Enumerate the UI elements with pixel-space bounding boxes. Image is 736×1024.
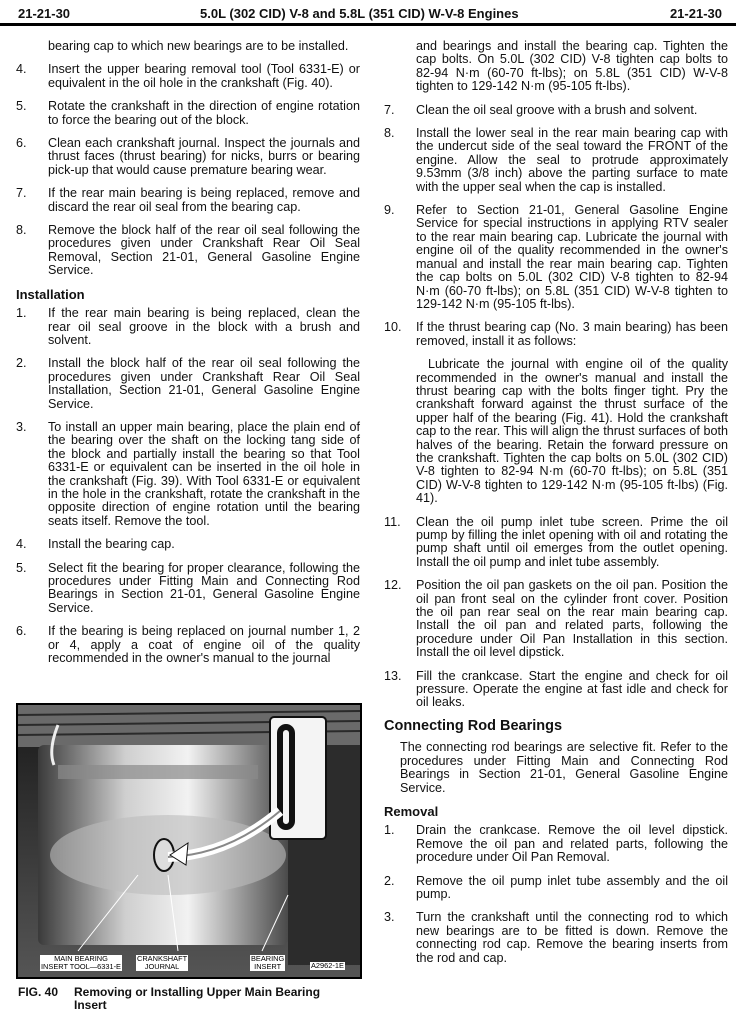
item-number: 1. [16, 306, 27, 321]
item-number: 3. [384, 910, 395, 925]
list-item [16, 187, 360, 214]
figure-code: A2962-1E [311, 961, 344, 970]
item-text: Install the bearing cap. [48, 537, 175, 552]
list-item [384, 875, 728, 902]
label-crankshaft: CRANKSHAFT [137, 954, 188, 963]
item-number: 10. [384, 320, 402, 335]
item-text: Install the block half of the rear oil seal following the procedures given under Crankshaft Rear Oil Seal Installation, Section 21-01, General Gasoline Engine Service. [48, 356, 360, 411]
item-10-detail: Lubricate the journal with engine oil of the quality recommended in the owner's manual and install the thrust bearing cap with the bolts finger tight. Pry the crankshaft forward against the thrust surface of the upper half of the bearing (Fig. 41). Hold the crankshaft cap to the rear. This will align the thrust surfaces of both halves of the bearing. Retain the forward pressure on the crankshaft. Tighten the cap bolts on 5.0L (302 CID) V-8 tighten to 82-94 N·m (60-70 ft-lbs); on 5.8L (351 CID) W-V-8 tighten to 129-142 N·m (95-105 ft-lbs) (Fig. 41). [416, 357, 728, 506]
label-insert: INSERT [254, 962, 282, 971]
page-header [0, 0, 736, 26]
item-number: 2. [16, 356, 27, 371]
item-number: 5. [16, 99, 27, 114]
item-text: Install the lower seal in the rear main bearing cap with the undercut side of the seal toward the FRONT of the engine. Allow the seal to protrude approximately 9.53mm (3/8 inch) above the parting surface to mate with the upper seal when the cap is installed. [416, 126, 728, 194]
item-number: 9. [384, 203, 395, 218]
item-text: Select fit the bearing for proper clearance, following the procedures under Fitting Main and Connecting Rod Bearings in Section 21-01, General Gasoline Engine Service. [48, 560, 360, 615]
item-number: 1. [384, 823, 395, 838]
item-number: 6. [16, 136, 27, 151]
section-heading-connecting-rod: Connecting Rod Bearings [384, 717, 563, 734]
label-journal: JOURNAL [144, 962, 180, 971]
item-number: 7. [384, 102, 395, 117]
item-number: 12. [384, 578, 402, 593]
item-text: Refer to Section 21-01, General Gasoline Engine Service for special instructions in applying RTV sealer to the rear main bearing cap. Lubricate the journal with engine oil of the quality recommended in the owner's manual and install the rear main bearing cap. Tighten the cap bolts on 5.0L (302 CID) V-8 tighten to 82-94 N·m (60-70 ft-lbs); on 5.8L (351 CID) W-V-8 tighten to 129-142 N·m (95-105 ft-lbs). [416, 203, 728, 311]
item-text: Clean the oil pump inlet tube screen. Prime the oil pump by filling the inlet opening with oil and rotating the pump shaft until oil emerges from the outlet opening. Install the oil pump and inlet tube assembly. [416, 514, 728, 569]
item-text: If the bearing is being replaced on journal number 1, 2 or 4, apply a coat of engine oil of the quality recommended in the owner's manual to the journal [48, 624, 360, 666]
item-text: Position the oil pan gaskets on the oil pan. Position the oil pan front seal on the cylinder front cover. Position the oil pan rear seal on the rear main bearing cap. Install the oil pan and related parts, following the procedure under Oil Pan Installation in this section. Install the oil level dipstick. [416, 578, 728, 660]
label-main-bearing: MAIN BEARING [54, 954, 108, 963]
list-item [384, 104, 728, 117]
item-number: 3. [16, 419, 27, 434]
list-item [16, 562, 360, 616]
item-number: 5. [16, 560, 27, 575]
item-text: Turn the crankshaft until the connecting rod to which new bearings are to be fitted is down. Remove the connecting rod cap. Remove the bearing inserts from the rod and cap. [416, 910, 728, 965]
list-item [16, 421, 360, 528]
item-number: 2. [384, 873, 395, 888]
engine-photo-illustration [18, 705, 360, 977]
label-crankshaft-journal [136, 955, 188, 971]
label-bearing-insert [250, 955, 285, 971]
item-text: To install an upper main bearing, place the plain end of the bearing over the shaft on the locking tang side of the block and partially install the bearing so that Tool 6331-E or equivalent can be inserted in the oil hole in the crankshaft (Fig. 39). With Tool 6331-E or equivalent in the hole in the crankshaft, rotate the crankshaft in the opposite direction of engine rotation until the bearing seats itself. Remove the tool. [48, 419, 360, 528]
list-item [384, 204, 728, 311]
item-number: 7. [16, 186, 27, 201]
list-item [16, 538, 360, 551]
list-item [384, 127, 728, 194]
removal-heading: Removal [384, 803, 439, 819]
item-text: If the rear main bearing is being replaced, remove and discard the rear oil seal from the bearing cap. [48, 186, 360, 214]
left-column [16, 40, 360, 675]
label-bearing: BEARING [251, 954, 285, 963]
page-number-left: 21-21-30 [18, 6, 71, 21]
list-item [16, 357, 360, 411]
list-item [16, 224, 360, 278]
list-item [384, 911, 728, 965]
continued-text: bearing cap to which new bearings are to be installed. [48, 39, 349, 53]
list-item [16, 100, 360, 127]
item-number: 4. [16, 537, 27, 552]
item-number: 8. [16, 223, 27, 238]
item-number: 8. [384, 126, 395, 141]
list-item [384, 516, 728, 570]
figure-40-photo [16, 703, 362, 979]
item-text: Drain the crankcase. Remove the oil level dipstick. Remove the oil pan and related parts, following the procedure under Oil Pan Removal. [416, 823, 728, 865]
page-number-right: 21-21-30 [669, 6, 722, 21]
caption-line-2: Insert [74, 998, 107, 1012]
list-item [384, 670, 728, 710]
right-column [384, 40, 728, 975]
page-title: 5.0L (302 CID) V-8 and 5.8L (351 CID) W-V-8 Engines [200, 6, 519, 21]
figure-caption [18, 986, 358, 1012]
caption-figure-number: FIG. 40 [18, 985, 59, 999]
caption-line-1: Removing or Installing Upper Main Bearing [74, 985, 321, 999]
item-text: Fill the crankcase. Start the engine and check for oil pressure. Operate the engine at fast idle and check for oil leaks. [416, 668, 728, 710]
list-item [16, 307, 360, 347]
list-item [384, 321, 728, 348]
label-insert-tool: INSERT TOOL—6331-E [41, 962, 121, 971]
item-text: If the thrust bearing cap (No. 3 main bearing) has been removed, install it as follows: [416, 320, 728, 348]
list-item [384, 824, 728, 864]
list-item [16, 625, 360, 665]
item-number: 4. [16, 62, 27, 77]
item-text: Rotate the crankshaft in the direction of engine rotation to force the bearing out of the block. [48, 99, 360, 127]
item-text: Clean each crankshaft journal. Inspect the journals and thrust faces (thrust bearing) for nicks, burrs or bearing pick-up that would cause premature bearing wear. [48, 136, 360, 177]
list-item [16, 63, 360, 90]
list-item [384, 579, 728, 659]
list-item [16, 137, 360, 177]
section-intro: The connecting rod bearings are selective fit. Refer to the procedures under Fitting Main and Connecting Rod Bearings in Section 21-01, General Gasoline Engine Service. [400, 740, 728, 795]
item-text: Remove the oil pump inlet tube assembly and the oil pump. [416, 873, 728, 901]
label-main-bearing-tool [40, 955, 122, 971]
item-number: 11. [384, 514, 401, 529]
item-text: Insert the upper bearing removal tool (Tool 6331-E) or equivalent in the oil hole in the crankshaft (Fig. 40). [48, 62, 360, 90]
item-number: 13. [384, 668, 402, 683]
continued-text: and bearings and install the bearing cap. Tighten the cap bolts. On 5.0L (302 CID) V-8 tighten cap bolts to 82-94 N·m (60-70 ft-lbs); on 5.8L (351 CID) W-V-8 tighten to 129-142 N·m (95-105 ft-lbs). [416, 39, 728, 94]
item-text: If the rear main bearing is being replaced, clean the rear oil seal groove in the block with a brush and solvent. [48, 306, 360, 347]
item-text: Clean the oil seal groove with a brush and solvent. [416, 102, 698, 117]
installation-heading: Installation [16, 286, 85, 302]
item-number: 6. [16, 624, 27, 639]
item-text: Remove the block half of the rear oil seal following the procedures given under Crankshaft Rear Oil Seal Removal, Section 21-01, General Gasoline Engine Service. [48, 223, 360, 278]
